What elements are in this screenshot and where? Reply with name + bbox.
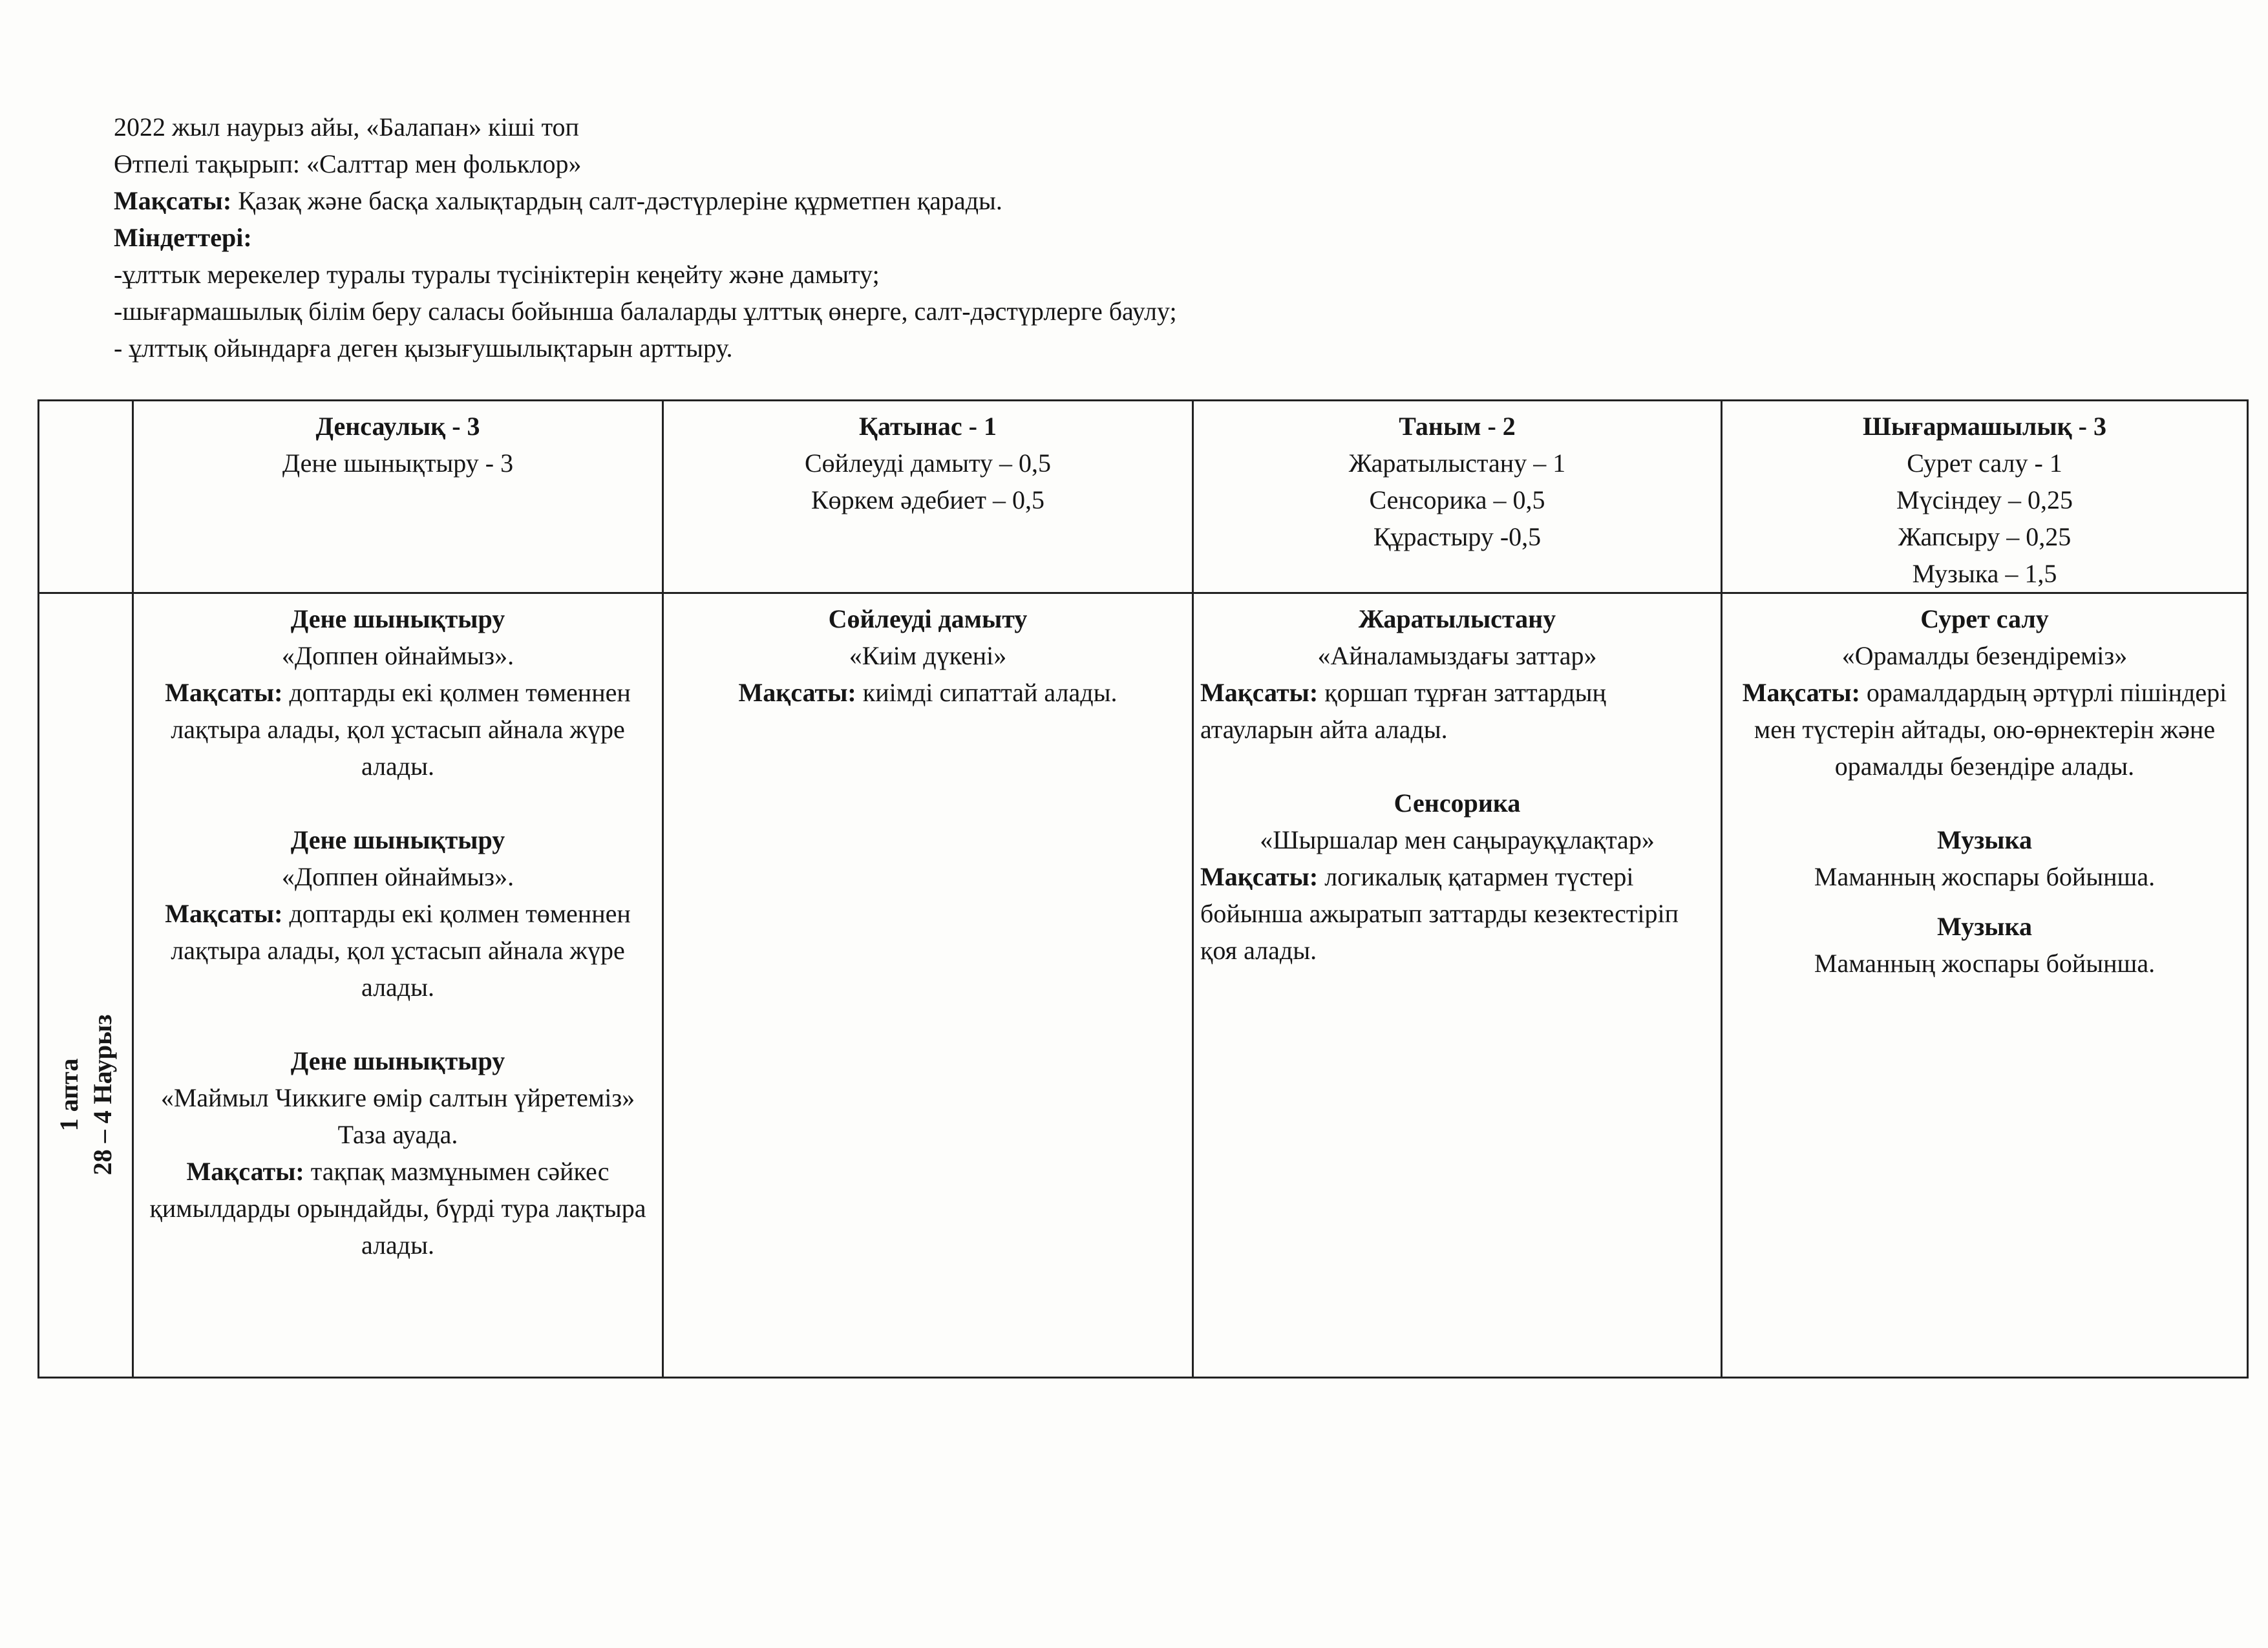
goal-text: киімді сипаттай алады. [856,678,1118,707]
week-row [39,593,2248,1378]
activity-subject: Музыка [1937,912,2032,941]
activity-block [140,821,655,1006]
activity-subject: Дене шынықтыру [290,1046,505,1075]
activity-subject: Дене шынықтыру [290,604,505,633]
weekly-plan-table [37,399,2249,1379]
goal-text: қоршап тұрған заттардың атауларын айта алады. [1200,678,1606,744]
goal-text: тақпақ мазмұнымен сәйкес қимылдарды орындайды, бүрді тура лақтыра алады. [149,1157,646,1260]
week-label [52,1015,120,1176]
area-hours: Сурет салу - 1 [1907,449,2062,478]
activity-block [1200,785,1714,969]
table-corner-cell [39,401,133,593]
goal-label: Мақсаты: [1200,862,1319,891]
activity-topic: «Доппен ойнаймыз». [281,862,514,891]
activity-goal [1200,674,1714,748]
activity-goal [140,1153,655,1263]
goal-label: Мақсаты: [1742,678,1860,707]
activity-subject: Сенсорика [1394,788,1521,818]
area-title: Шығармашылық - 3 [1863,412,2106,441]
document-header [114,109,2182,366]
area-hours: Көркем әдебиет – 0,5 [811,485,1045,514]
area-hours: Дене шынықтыру - 3 [282,449,514,478]
header-theme: Өтпелі тақырып: «Салттар мен фольклор» [114,149,582,178]
area-header-cell [1193,401,1722,593]
area-hours: Музыка – 1,5 [1912,559,2057,588]
activity-goal [140,895,655,1006]
week-number: 1 апта [54,1058,83,1132]
activity-note: Маманның жоспары бойынша. [1814,949,2156,978]
area-hours: Жапсыру – 0,25 [1898,522,2072,551]
activity-block [1729,821,2240,895]
activity-subject: Жаратылыстану [1358,604,1556,633]
header-task-item: -шығармашылық білім беру саласы бойынша балаларды ұлттық өнерге, салт-дәстүрлерге баулу; [114,297,1177,326]
goal-label: Мақсаты: [738,678,856,707]
activity-topic: «Шыршалар мен саңырауқұлақтар» [1260,825,1655,854]
activity-block [1729,908,2240,982]
activity-goal [1729,674,2240,785]
area-header-cell [663,401,1193,593]
activity-subject: Сурет салу [1920,604,2049,633]
goal-label: Мақсаты: [165,899,283,928]
week-label-cell [39,593,133,1378]
area-header-cell [133,401,663,593]
creativity-activities-cell [1722,593,2248,1378]
communication-activities-cell [663,593,1193,1378]
header-month-group: 2022 жыл наурыз айы, «Балапан» кіші топ [114,112,579,142]
activity-block [670,600,1185,711]
activity-block [140,600,655,785]
header-task-item: -ұлттык мерекелер туралы туралы түсініктерін кеңейту және дамыту; [114,260,880,289]
activity-goal [1200,858,1714,969]
activity-block [1200,600,1714,748]
goal-text: доптарды екі қолмен төменнен лақтыра алады, қол ұстасып айнала жүре алады. [171,678,631,781]
header-goal-label: Мақсаты: [114,186,232,215]
activity-goal [140,674,655,785]
health-activities-cell [133,593,663,1378]
goal-label: Мақсаты: [186,1157,304,1186]
activity-topic: «Айналамыздағы заттар» [1317,641,1597,670]
area-header-cell [1722,401,2248,593]
table-header-row [39,401,2248,593]
goal-text: доптарды екі қолмен төменнен лақтыра алады, қол ұстасып айнала жүре алады. [171,899,631,1002]
activity-subject: Музыка [1937,825,2032,854]
week-dates: 28 – 4 Наурыз [87,1014,117,1176]
activity-topic: «Орамалды безендіреміз» [1841,641,2128,670]
goal-label: Мақсаты: [1200,678,1319,707]
goal-label: Мақсаты: [165,678,283,707]
area-hours: Жаратылыстану – 1 [1348,449,1566,478]
activity-block [1729,600,2240,785]
area-title: Қатынас - 1 [859,412,997,441]
cognition-activities-cell [1193,593,1722,1378]
goal-text: логикалық қатармен түстері бойынша ажыратып заттарды кезектестіріп қоя алады. [1200,862,1679,965]
area-title: Денсаулық - 3 [315,412,480,441]
header-tasks-label: Міндеттері: [114,223,252,252]
goal-text: орамалдардың әртүрлі пішіндері мен түстерін айтады, ою-өрнектерін және орамалды безендіре алады. [1754,678,2227,781]
area-title: Таным - 2 [1399,412,1516,441]
activity-subject: Сөйлеуді дамыту [828,604,1028,633]
activity-topic: «Доппен ойнаймыз». [281,641,514,670]
area-hours: Мүсіндеу – 0,25 [1896,485,2073,514]
activity-note: Маманның жоспары бойынша. [1814,862,2156,891]
header-goal-text: Қазақ және басқа халықтардың салт-дәстүрлеріне құрметпен қарады. [231,186,1002,215]
activity-block [140,1042,655,1263]
area-hours: Сенсорика – 0,5 [1369,485,1545,514]
activity-topic: «Киім дүкені» [849,641,1007,670]
activity-subject: Дене шынықтыру [290,825,505,854]
header-goal [114,182,2182,219]
activity-goal [670,674,1185,711]
area-hours: Сөйлеуді дамыту – 0,5 [805,449,1051,478]
area-hours: Құрастыру -0,5 [1373,522,1542,551]
header-task-item: - ұлттық ойындарға деген қызығушылықтарын арттыру. [114,333,733,363]
activity-topic: «Маймыл Чиккиге өмір салтын үйретеміз» Таза ауада. [160,1083,635,1149]
